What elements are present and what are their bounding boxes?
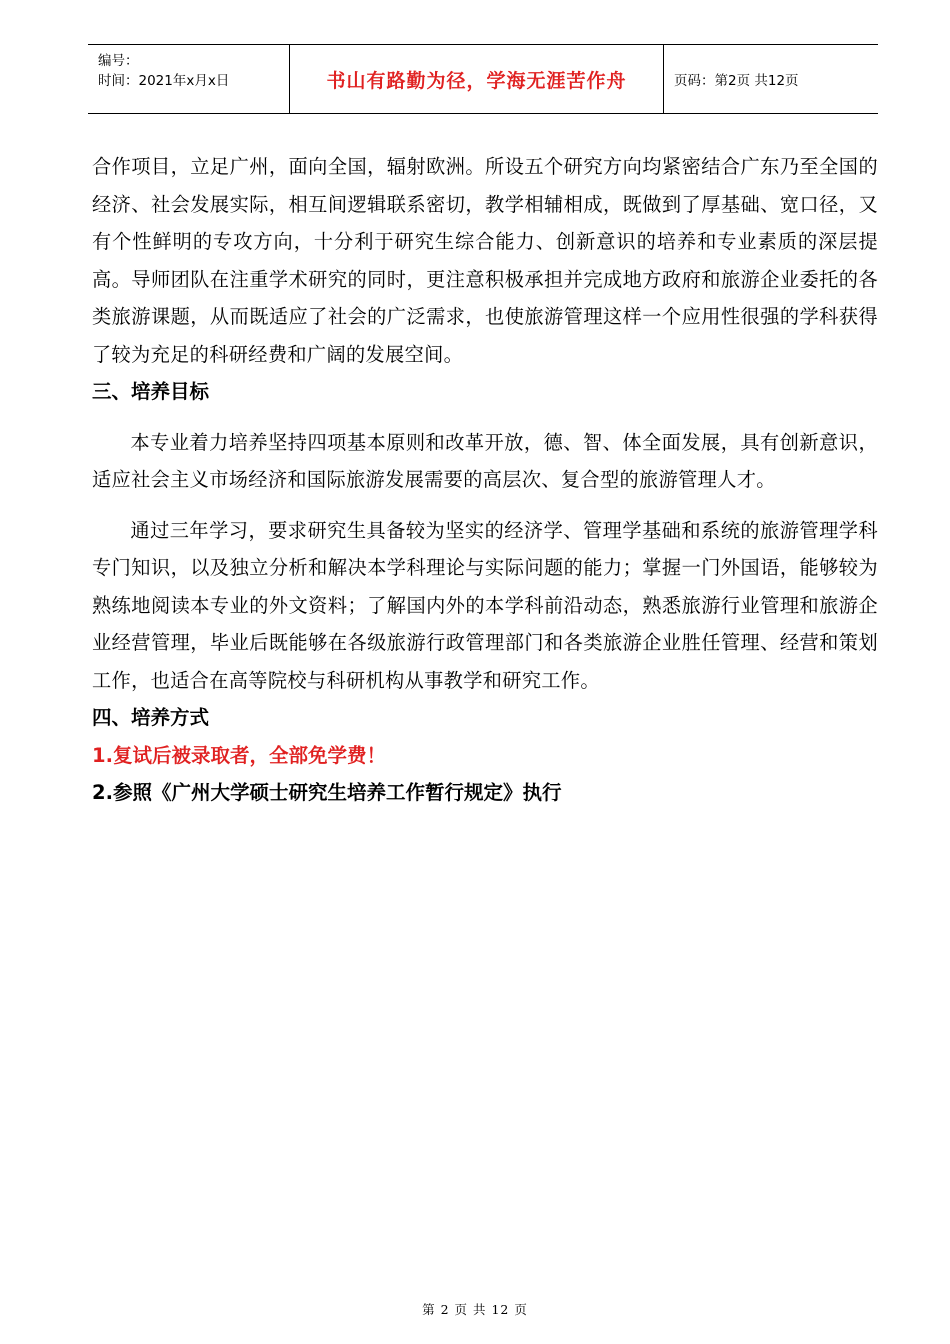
document-body (92, 148, 878, 812)
header-page-number: 页码：第2页 共12页 (674, 73, 799, 89)
page-header (88, 44, 878, 114)
page-footer: 第 2 页 共 12 页 (422, 1302, 528, 1317)
paragraph-training-goals: 本专业着力培养坚持四项基本原则和改革开放，德、智、体全面发展，具有创新意识，适应社会主义市场经济和国际旅游发展需要的高层次、复合型的旅游管理人才。 (92, 430, 878, 491)
document-number-label: 编号： (98, 53, 139, 69)
paragraph-study-requirements: 通过三年学习，要求研究生具备较为坚实的经济学、管理学基础和系统的旅游管理学科专门知识，以及独立分析和解决本学科理论与实际问题的能力；掌握一门外国语，能够较为熟练地阅读本专业的外文资料；了解国内外的本学科前沿动态，熟悉旅游行业管理和旅游企业经营管理，毕业后既能够在各级旅游行政管理部门和各类旅游企业胜任管理、经营和策划工作，也适合在高等院校与科研机构从事教学和研究工作。 (92, 518, 878, 692)
header-motto: 书山有路勤为径，学海无涯苦作舟 (290, 45, 664, 113)
header-meta (88, 45, 290, 113)
document-time-label: 时间：2021年x月x日 (98, 73, 230, 89)
list-item-regulations: 2.参照《广州大学硕士研究生培养工作暂行规定》执行 (92, 781, 562, 804)
section-heading-training-methods: 四、培养方式 (92, 706, 210, 729)
paragraph-program-overview: 合作项目，立足广州，面向全国，辐射欧洲。所设五个研究方向均紧密结合广东乃至全国的经济、社会发展实际，相互间逻辑联系密切，教学相辅相成，既做到了厚基础、宽口径，又有个性鲜明的专攻方向，十分利于研究生综合能力、创新意识的培养和专业素质的深层提高。导师团队在注重学术研究的同时，更注意积极承担并完成地方政府和旅游企业委托的各类旅游课题，从而既适应了社会的广泛需求，也使旅游管理这样一个应用性很强的学科获得了较为充足的科研经费和广阔的发展空间。 (92, 155, 878, 366)
section-heading-training-goals: 三、培养目标 (92, 380, 210, 403)
list-item-tuition-waiver: 1.复试后被录取者，全部免学费！ (92, 743, 386, 767)
